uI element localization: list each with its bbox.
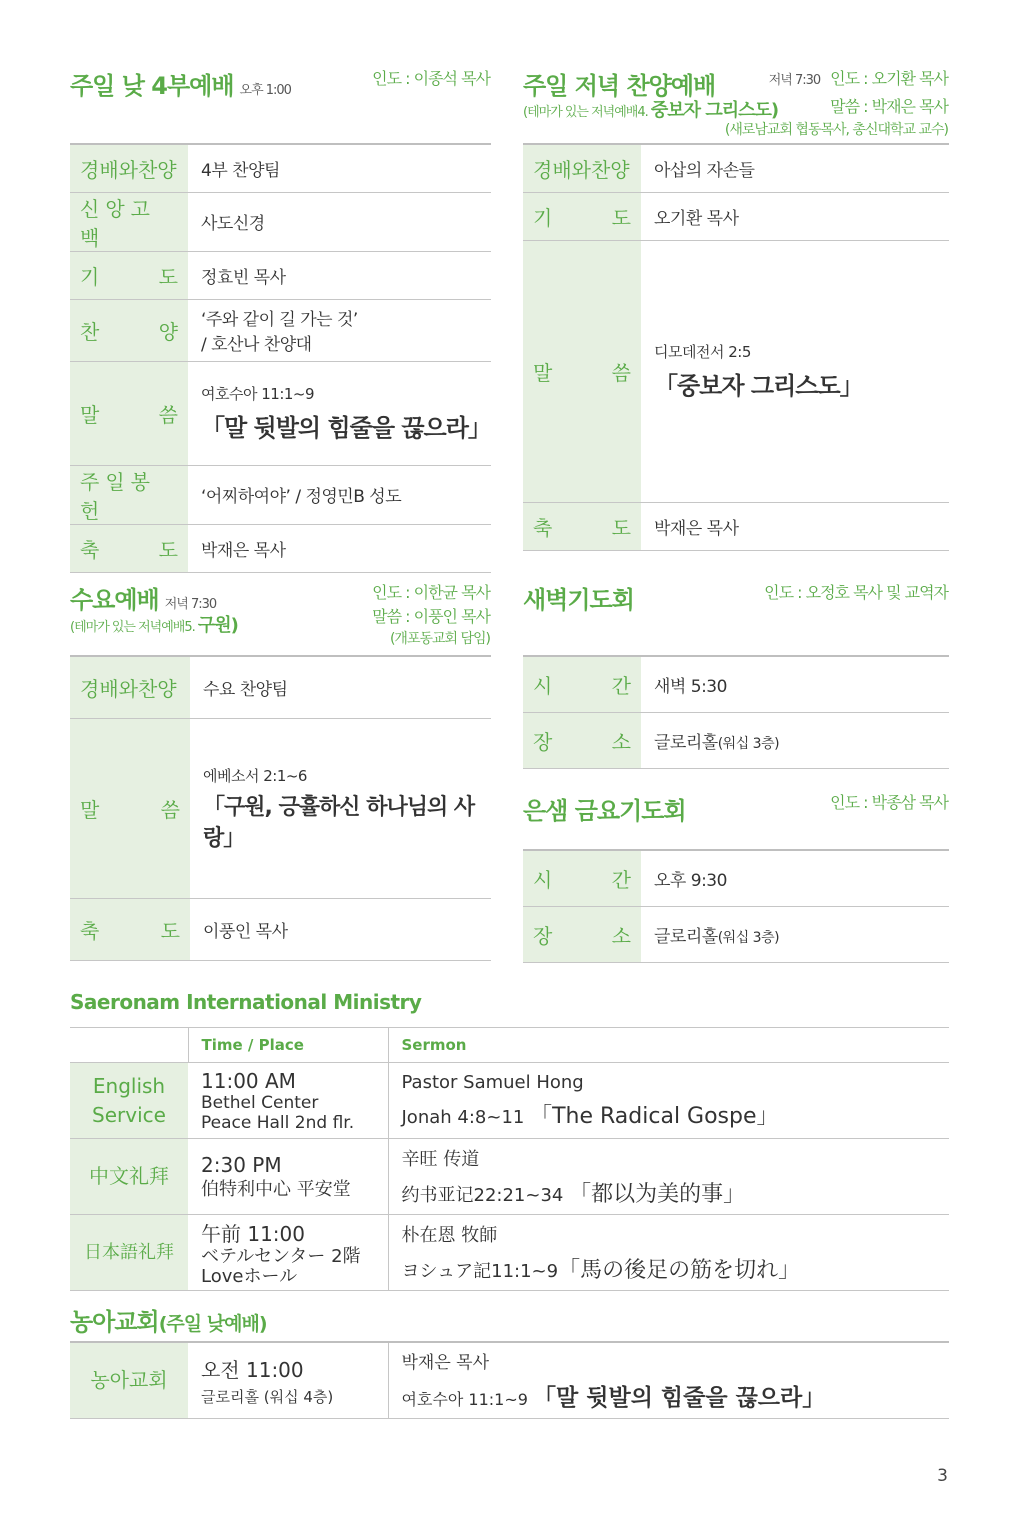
speaker: 박재은 목사 [401, 1353, 490, 1374]
time-place [188, 1342, 388, 1418]
sermon-title: 「馬の後足の筋を切れ」 [558, 1258, 801, 1283]
table-row [70, 718, 491, 898]
scripture-ref: ヨシュア記11:1~9 [401, 1261, 559, 1282]
sundayeve-title: 주일 저녁 찬양예배 [523, 72, 716, 100]
wednesday-preacher-note: (개포동교회 담임) [389, 631, 490, 647]
table-row [70, 1063, 949, 1139]
spaced-label [80, 534, 178, 563]
service-place: 伯特利中心 平安堂 [201, 1179, 351, 1200]
sundayeve-preacher: 말씀 : 박재은 목사 [830, 97, 948, 116]
scripture-ref: 여호수아 11:1~9 [201, 385, 315, 403]
row-value: 정효빈 목사 [188, 251, 491, 299]
friday-title: 은샘 금요기도회 [523, 797, 686, 825]
label-char: 양 [158, 319, 178, 344]
row-label [523, 240, 641, 502]
intl-header-row [70, 1028, 949, 1063]
table-row [70, 465, 491, 524]
spaced-label [80, 794, 180, 823]
label-char: 축 [80, 537, 100, 562]
header-blank [70, 1028, 188, 1063]
wednesday-subtitle [70, 611, 238, 637]
row-value [641, 240, 949, 502]
table-row [70, 656, 491, 718]
wednesday-table [70, 655, 491, 961]
table-row [70, 299, 491, 361]
service-time: 午前 11:00 [201, 1222, 305, 1246]
label-char: 시 [533, 867, 553, 892]
sundayeve-time: 저녁 7:30 [768, 73, 821, 88]
label-char: 찬 [80, 319, 100, 344]
scripture-ref: 디모데전서 2:5 [654, 343, 751, 361]
intl-table [70, 1027, 949, 1291]
dawn-table [523, 655, 949, 769]
row-label [523, 656, 641, 712]
sermon [402, 1177, 950, 1208]
row-label [70, 524, 188, 572]
speaker: Pastor Samuel Hong [401, 1071, 584, 1093]
row-value: ‘어찌하여야’ / 정영민B 성도 [188, 465, 491, 524]
service-label: 日本語礼拜 [70, 1215, 188, 1291]
spaced-label [80, 261, 178, 290]
label-char: 도 [158, 264, 178, 289]
row-label [523, 712, 641, 768]
sundayeve-preacher-note: (새로남교회 협동목사, 총신대학교 교수) [724, 122, 948, 138]
sermon-title: 「중보자 그리스도」 [654, 372, 863, 400]
sermon-title: 「The Radical Gospe」 [530, 1103, 779, 1129]
service-label: English Service [70, 1063, 188, 1139]
spaced-label [533, 726, 631, 755]
sunday4-time: 오후 1:00 [239, 83, 291, 98]
row-label: 주일봉헌 [70, 465, 188, 524]
place-note: (워십 3층) [717, 735, 780, 752]
row-label: 경배와찬양 [70, 656, 190, 718]
label-char: 소 [611, 729, 631, 754]
label-char: 시 [533, 673, 553, 698]
hymn-title: ‘주와 같이 길 가는 것’ [201, 310, 358, 330]
label-char: 장 [533, 729, 553, 754]
service-label: 中文礼拜 [70, 1139, 188, 1215]
header-time-place: Time / Place [188, 1028, 388, 1063]
page-number: 3 [937, 1466, 948, 1486]
sermon [402, 1253, 950, 1284]
deaf-title [70, 1302, 267, 1337]
spaced-label [533, 920, 631, 949]
row-value: 새벽 5:30 [641, 656, 949, 712]
table-row [70, 1342, 949, 1418]
spaced-label [80, 915, 180, 944]
row-value [641, 906, 949, 962]
friday-table [523, 849, 949, 963]
label-char: 축 [533, 515, 553, 540]
label-char: 도 [611, 515, 631, 540]
sermon-title: 「구원, 긍휼하신 하나님의 사랑」 [203, 794, 475, 851]
spaced-label [533, 670, 631, 699]
subtitle-prefix: (테마가 있는 저녁예배5. [70, 620, 195, 635]
dawn-title: 새벽기도회 [523, 586, 634, 614]
label-char: 장 [533, 923, 553, 948]
row-value: 사도신경 [188, 192, 491, 251]
sermon-title: 「말 뒷발의 힘줄을 끊으라」 [533, 1385, 826, 1412]
place-note: (워십 3층) [717, 929, 780, 946]
table-row [70, 192, 491, 251]
wednesday-time: 저녁 7:30 [164, 597, 217, 612]
hymn-choir: / 호산나 찬양대 [201, 335, 312, 355]
dawn-leader: 인도 : 오정호 목사 및 교역자 [764, 583, 948, 602]
label-char: 간 [611, 673, 631, 698]
table-row [523, 240, 949, 502]
label-char: 도 [160, 918, 180, 943]
sunday4-title-text: 주일 낮 4부예배 [70, 72, 234, 100]
row-value [188, 299, 491, 361]
table-row [70, 1139, 949, 1215]
wednesday-preacher: 말씀 : 이풍인 목사 [372, 607, 490, 626]
label-char: 말 [533, 360, 553, 385]
row-label [70, 718, 190, 898]
row-value [188, 361, 491, 465]
table-row [523, 192, 949, 240]
scripture-ref: 여호수아 11:1~9 [401, 1390, 528, 1410]
table-row [70, 524, 491, 572]
sermon-cell [388, 1063, 949, 1139]
row-label: 경배와찬양 [523, 144, 641, 192]
spaced-label [533, 202, 631, 231]
label-char: 기 [80, 264, 100, 289]
row-value [190, 718, 491, 898]
table-row [523, 712, 949, 768]
sermon-cell [388, 1139, 949, 1215]
row-label [70, 251, 188, 299]
service-place-detail: Loveホール [201, 1266, 298, 1287]
service-time: 2:30 PM [201, 1153, 282, 1177]
spaced-label [80, 316, 178, 345]
place-name: 글로리홀 [654, 732, 718, 753]
row-label: 경배와찬양 [70, 144, 188, 192]
spaced-label [80, 399, 178, 428]
label-char: 말 [80, 797, 100, 822]
table-row [523, 656, 949, 712]
sermon-title: 「都以为美的事」 [569, 1182, 746, 1207]
sermon-cell [388, 1215, 949, 1291]
row-value: 아삽의 자손들 [641, 144, 949, 192]
row-label [523, 906, 641, 962]
label-char: 도 [611, 205, 631, 230]
intl-title: Saeronam International Ministry [70, 990, 422, 1014]
table-row [523, 906, 949, 962]
sundayeve-table [523, 143, 949, 551]
label-char: 소 [611, 923, 631, 948]
row-value: 오후 9:30 [641, 850, 949, 906]
sermon [402, 1379, 950, 1412]
place-name: 글로리홀 [654, 926, 718, 947]
service-time: 오전 11:00 [201, 1357, 304, 1382]
label-char: 씀 [160, 797, 180, 822]
label-char: 씀 [611, 360, 631, 385]
label-char: 축 [80, 918, 100, 943]
sermon-cell [388, 1342, 949, 1418]
sermon-title: 「말 뒷발의 힘줄을 끊으라」 [201, 414, 491, 442]
row-value: 수요 찬양팀 [190, 656, 491, 718]
row-label [70, 299, 188, 361]
label-char: 도 [158, 537, 178, 562]
service-place: 글로리홀 (워십 4층) [201, 1387, 334, 1406]
deaf-title-suffix: (주일 낮예배) [158, 1313, 267, 1335]
deaf-title-text: 농아교회 [70, 1308, 159, 1336]
spaced-label [533, 357, 631, 386]
label-char: 말 [80, 402, 100, 427]
sundayeve-leader: 인도 : 오기환 목사 [830, 69, 948, 88]
row-value: 박재은 목사 [641, 502, 949, 550]
label-char: 기 [533, 205, 553, 230]
subtitle-main: 구원) [197, 615, 238, 636]
label-char: 간 [611, 867, 631, 892]
wednesday-title [70, 580, 216, 615]
time-place [188, 1139, 388, 1215]
row-value: 이풍인 목사 [190, 898, 491, 960]
table-row [70, 144, 491, 192]
row-label [523, 502, 641, 550]
scripture-ref: Jonah 4:8~11 [401, 1106, 525, 1128]
sunday4-title [70, 66, 291, 101]
spaced-label [533, 512, 631, 541]
table-row [523, 144, 949, 192]
scripture-ref: 에베소서 2:1~6 [203, 766, 307, 785]
wednesday-leader: 인도 : 이한균 목사 [372, 583, 490, 602]
table-row [70, 1215, 949, 1291]
friday-leader: 인도 : 박종삼 목사 [830, 793, 948, 812]
sermon [402, 1099, 950, 1130]
subtitle-prefix: (테마가 있는 저녁예배4. [523, 105, 648, 120]
time-place [188, 1215, 388, 1291]
header-sermon: Sermon [388, 1028, 949, 1063]
sundayeve-leader-line [769, 66, 948, 93]
row-label [523, 192, 641, 240]
sunday4-leader: 인도 : 이종석 목사 [372, 69, 490, 88]
row-label: 신앙고백 [70, 192, 188, 251]
sunday4-table [70, 143, 491, 573]
row-label [523, 850, 641, 906]
label-char: 씀 [158, 402, 178, 427]
deaf-table [70, 1341, 949, 1419]
service-place: ベテルセンター 2階 [201, 1246, 361, 1267]
table-row [70, 898, 491, 960]
row-value: 박재은 목사 [188, 524, 491, 572]
scripture-ref: 约书亚记22:21~34 [401, 1185, 564, 1206]
wednesday-title-text: 수요예배 [70, 586, 159, 614]
table-row [523, 850, 949, 906]
row-label [70, 898, 190, 960]
service-place: Bethel Center [201, 1092, 319, 1113]
row-value: 오기환 목사 [641, 192, 949, 240]
row-value: 4부 찬양팀 [188, 144, 491, 192]
table-row [70, 251, 491, 299]
table-row [70, 361, 491, 465]
subtitle-main: 중보자 그리스도) [650, 100, 779, 121]
time-place [188, 1063, 388, 1139]
table-row [523, 502, 949, 550]
service-label: 농아교회 [70, 1342, 188, 1418]
row-label [70, 361, 188, 465]
speaker: 朴在恩 牧師 [401, 1225, 498, 1246]
spaced-label [533, 864, 631, 893]
speaker: 辛旺 传道 [401, 1149, 480, 1170]
service-place-detail: Peace Hall 2nd flr. [201, 1112, 355, 1133]
row-value [641, 712, 949, 768]
service-time: 11:00 AM [201, 1068, 296, 1093]
